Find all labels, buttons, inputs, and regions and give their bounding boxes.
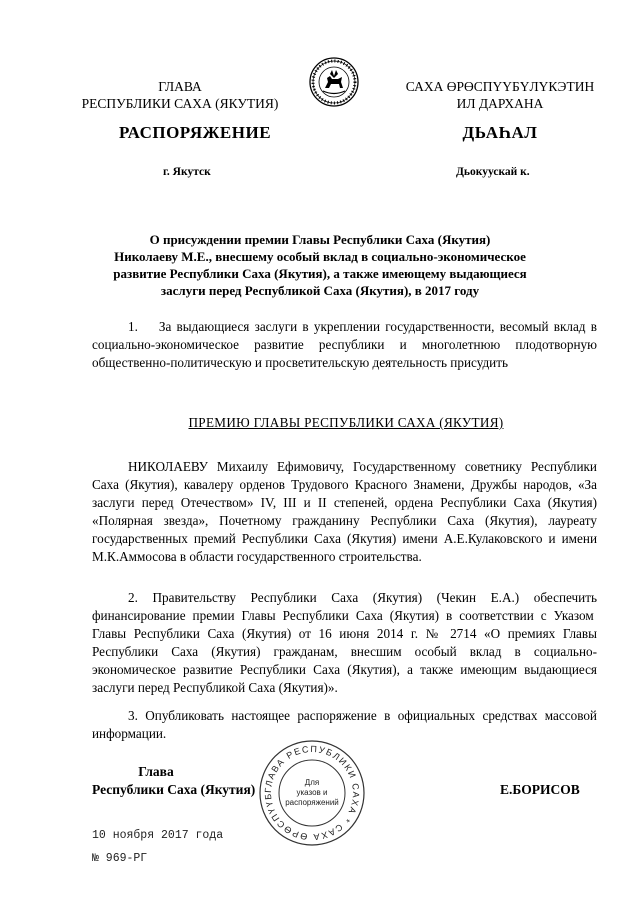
- coat-of-arms-emblem: [309, 57, 359, 107]
- header-right-line2: ИЛ ДАРХАНА: [456, 96, 544, 111]
- signature-name: Е.БОРИСОВ: [500, 782, 580, 797]
- header-left: [80, 78, 280, 112]
- stamp-center-line3: распоряжений: [285, 798, 339, 807]
- awardee-paragraph: НИКОЛАЕВУ Михаилу Ефимовичу, Государственному советнику Республики Саха (Якутия), кавалеру орденов Трудового Красного Знамени, Дружбы народов, «За заслуги перед Отечеством» IV, III и II степеней, ордена Республики Саха (Якутия) «Полярная звезда», Почетному гражданину Республики Саха (Якутия), лауреату государственных премий Республики Саха (Якутия) имени А.Е.Кулаковского и имени М.К.Аммосова в области государственного строительства.: [92, 459, 597, 564]
- city-ru: г. Якутск: [163, 166, 211, 178]
- title-line: развитие Республики Саха (Якутия), а также имеющему выдающиеся: [113, 266, 527, 281]
- header-left-line1: ГЛАВА: [158, 79, 202, 94]
- document-number: № 969-РГ: [92, 852, 148, 865]
- paragraph-1: 1. За выдающиеся заслуги в укреплении государственности, весомый вклад в социально-экономическое развитие республики и многолетнюю плодотворную общественно-политическую и просветительскую деятельность присудить: [92, 319, 597, 370]
- official-stamp: [257, 738, 367, 848]
- title-line: О присуждении премии Главы Республики Саха (Якутия): [149, 232, 491, 247]
- document-date: 10 ноября 2017 года: [92, 829, 224, 842]
- doc-type-sakha: ДЬАҺАЛ: [462, 123, 538, 142]
- doc-type-ru: РАСПОРЯЖЕНИЕ: [118, 123, 272, 142]
- header-right-line1: САХА ӨРӨСПҮҮБҮЛҮКЭТИН: [405, 79, 595, 94]
- paragraph-3: 3. Опубликовать настоящее распоряжение в официальных средствах массовой информации.: [92, 708, 597, 741]
- signature-post-line2: Республики Саха (Якутия): [92, 782, 256, 797]
- stamp-ring-text: ГЛАВА РЕСПУБЛИКИ САХА * САХА ӨРӨСПҮҮБ: [262, 743, 362, 843]
- document-title: [95, 231, 545, 299]
- city-sakha: Дьокуускай к.: [456, 166, 530, 178]
- title-line: Николаеву М.Е., внесшему особый вклад в социально-экономическое: [114, 249, 526, 264]
- signature-post-line1: Глава: [138, 764, 174, 779]
- title-line: заслуги перед Республикой Саха (Якутия), в 2017 году: [160, 283, 480, 298]
- header-left-line2: РЕСПУБЛИКИ САХА (ЯКУТИЯ): [81, 96, 279, 111]
- paragraph-2: 2. Правительству Республики Саха (Якутия) (Чекин Е.А.) обеспечить финансирование премии Главы Республики Саха (Якутия) в соответствии с Указом Главы Республики Саха (Якутия) от 16 июня 2014 г. № 2714 «О премиях Главы Республики Саха (Якутия) гражданам, внесшим особый вклад в социально-экономическое развитие Республики Саха (Якутия), а также имеющим выдающиеся заслуги перед Республикой Саха (Якутия)».: [92, 590, 597, 695]
- header-right: [375, 78, 625, 112]
- premium-heading-text: ПРЕМИЮ ГЛАВЫ РЕСПУБЛИКИ САХА (ЯКУТИЯ): [188, 415, 504, 430]
- premium-heading: [0, 415, 640, 431]
- stamp-center-line2: указов и: [296, 788, 328, 797]
- stamp-center-line1: Для: [304, 778, 320, 787]
